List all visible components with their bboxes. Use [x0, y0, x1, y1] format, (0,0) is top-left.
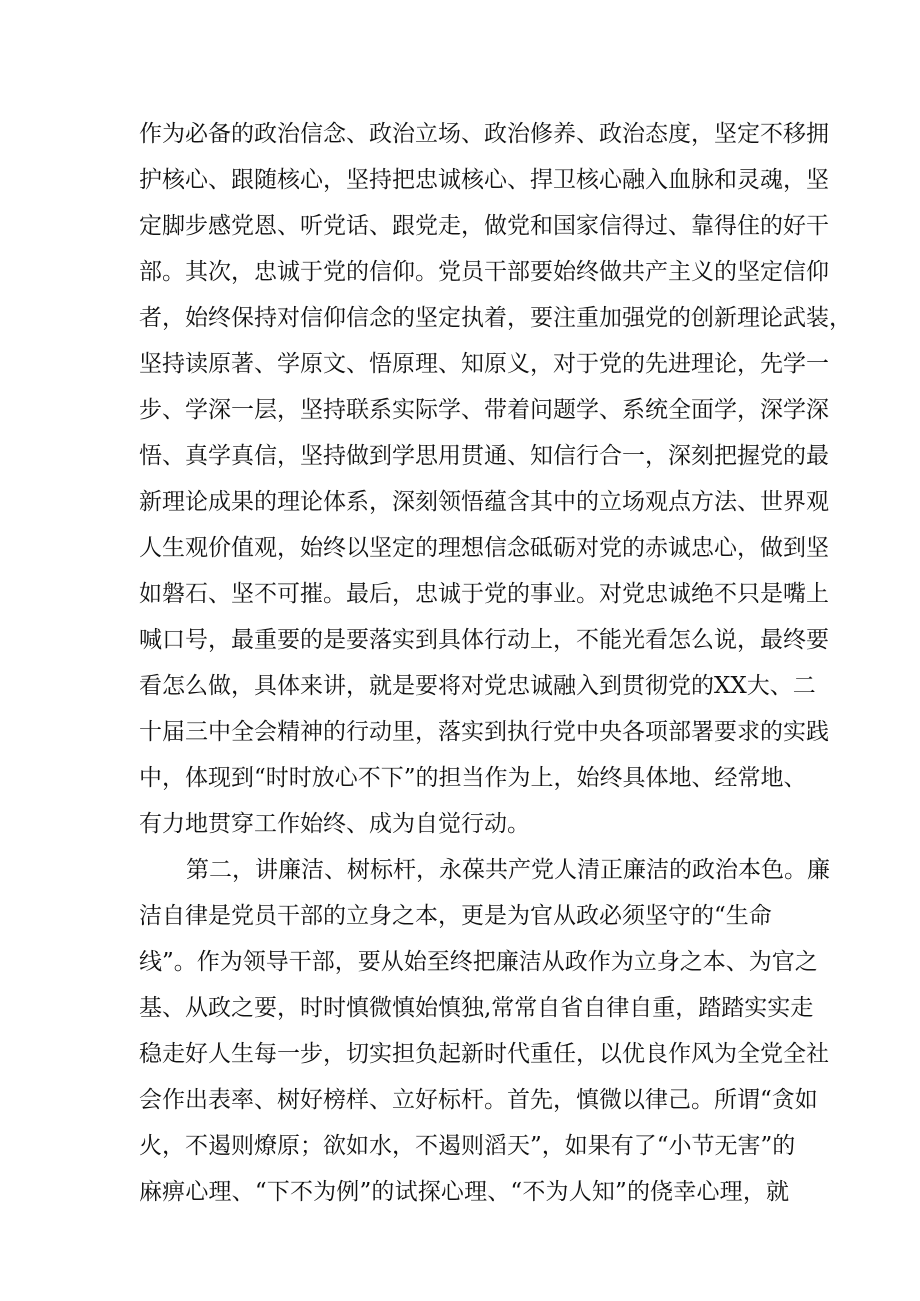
text-line-15: 中，体现到“时时放心不下”的担当作为上，始终具体地、经常地、 [139, 765, 807, 791]
text-line-24: 麻痹心理、“下不为例”的试探心理、“不为人知”的侥幸心理，就 [139, 1179, 789, 1205]
text-line-8: 悟、真学真信，坚持做到学思用贯通、知信行合一，深刻把握党的最 [139, 443, 829, 469]
paragraph-2-first-line: 第二，讲廉洁、树标杆，永葆共产党人清正廉洁的政治本色。廉 [186, 857, 830, 883]
text-line-13: 看怎么做，具体来讲，就是要将对党忠诚融入到贯彻党的XX大、二 [139, 673, 816, 699]
text-line-20: 基、从政之要，时时慎微慎始慎独,常常自省自律自重，踏踏实实走 [139, 995, 814, 1021]
text-line-12: 喊口号，最重要的是要落实到具体行动上，不能光看怎么说，最终要 [139, 627, 829, 653]
text-line-16: 有力地贯穿工作始终、成为自觉行动。 [139, 811, 530, 837]
text-line-11: 如磐石、坚不可摧。最后，忠诚于党的事业。对党忠诚绝不只是嘴上 [139, 581, 829, 607]
text-line-3: 定脚步感党恩、听党话、跟党走，做党和国家信得过、靠得住的好干 [139, 213, 829, 239]
text-line-14: 十届三中全会精神的行动里，落实到执行党中央各项部署要求的实践 [139, 719, 829, 745]
text-line-18: 洁自律是党员干部的立身之本，更是为官从政必须坚守的“生命 [139, 903, 772, 929]
text-line-2: 护核心、跟随核心，坚持把忠诚核心、捍卫核心融入血脉和灵魂，坚 [139, 167, 829, 193]
text-line-9: 新理论成果的理论体系，深刻领悟蕴含其中的立场观点方法、世界观 [139, 489, 829, 515]
text-line-4: 部。其次，忠诚于党的信仰。党员干部要始终做共产主义的坚定信仰 [139, 259, 829, 285]
text-line-10: 人生观价值观，始终以坚定的理想信念砥砺对党的赤诚忠心，做到坚 [139, 535, 829, 561]
text-line-5: 者，始终保持对信仰信念的坚定执着，要注重加强党的创新理论武装， [139, 305, 852, 331]
text-line-7: 步、学深一层，坚持联系实际学、带着问题学、系统全面学，深学深 [139, 397, 829, 423]
text-line-19: 线”。作为领导干部，要从始至终把廉洁从政作为立身之本、为官之 [139, 949, 818, 975]
text-line-1: 作为必备的政治信念、政治立场、政治修养、政治态度，坚定不移拥 [139, 121, 829, 147]
text-line-22: 会作出表率、树好榜样、立好标杆。首先，慎微以律己。所谓“贪如 [139, 1087, 818, 1113]
text-line-23: 火，不遏则燎原；欲如水，不遏则滔天”，如果有了“小节无害”的 [139, 1133, 796, 1159]
text-line-6: 坚持读原著、学原文、悟原理、知原义，对于党的先进理论，先学一 [139, 351, 829, 377]
text-line-21: 稳走好人生每一步，切实担负起新时代重任，以优良作风为全党全社 [139, 1041, 829, 1067]
